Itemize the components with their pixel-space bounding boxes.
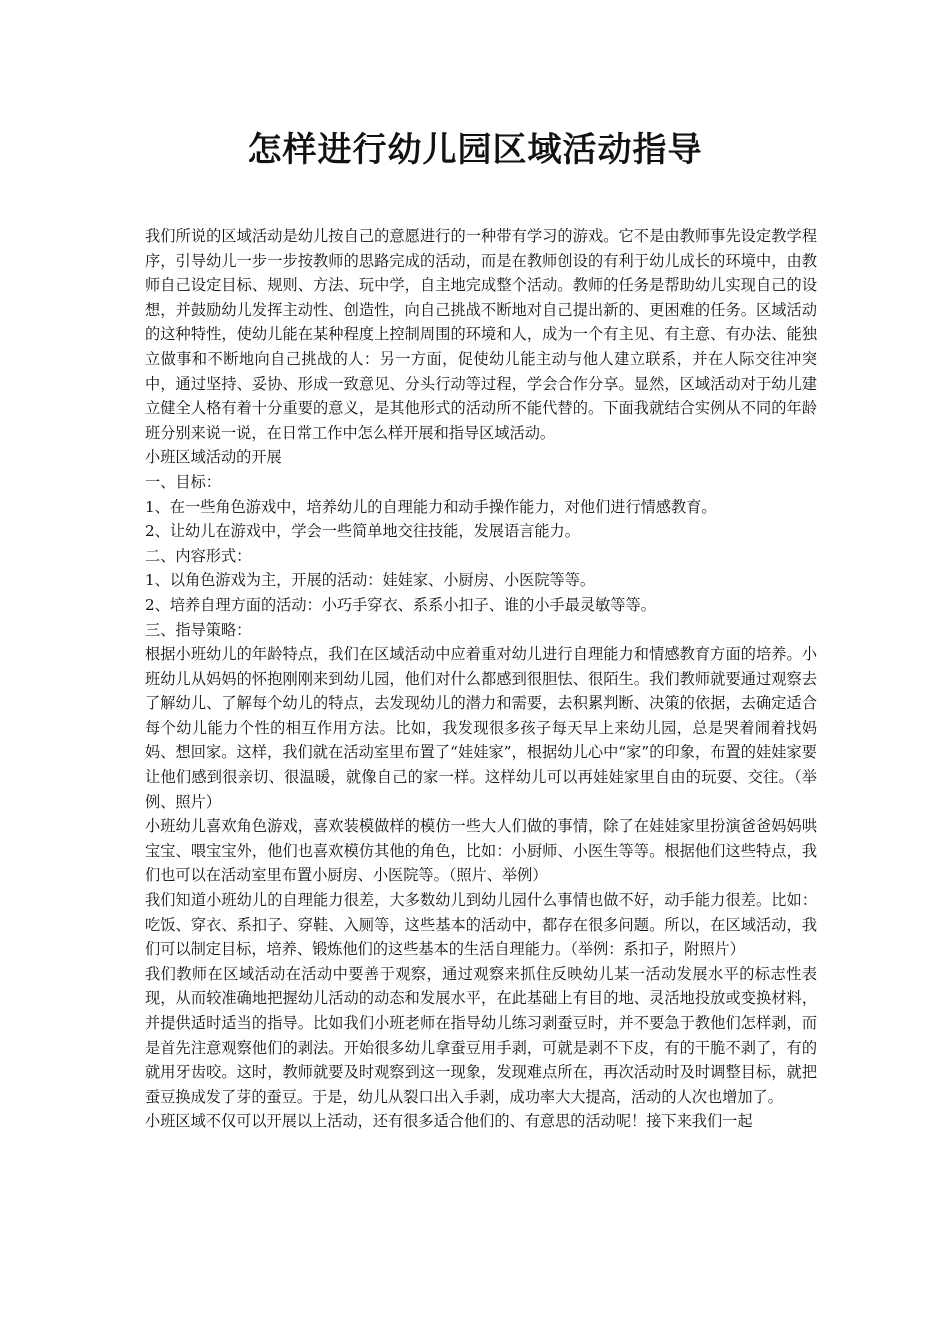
strategy-paragraph-4: 我们教师在区域活动在活动中要善于观察，通过观察来抓住反映幼儿某一活动发展水平的标志性表现，从而较准确地把握幼儿活动的动态和发展水平，在此基础上有目的地、灵活地投放或变换材料，并提供适时适当的指导。比如我们小班老师在指导幼儿练习剥蚕豆时，并不要急于教他们怎样剥，而是首先注意观察他们的剥法。开始很多幼儿拿蚕豆用手剥，可就是剥不下皮，有的干脆不剥了，有的就用牙齿咬。这时，教师就要及时观察到这一现象，发现难点所在，再次活动时及时调整目标，就把蚕豆换成发了芽的蚕豆。于是，幼儿从裂口出入手剥，成功率大大提高，活动的人次也增加了。 <box>145 964 817 1106</box>
heading-content-form: 二、内容形式： <box>145 546 252 565</box>
content-item-1: 1、以角色游戏为主，开展的活动：娃娃家、小厨房、小医院等等。 <box>145 571 596 590</box>
section-heading-small-class: 小班区域活动的开展 <box>145 448 282 467</box>
goal-item-1: 1、在一些角色游戏中，培养幼儿的自理能力和动手操作能力，对他们进行情感教育。 <box>145 497 717 516</box>
intro-paragraph: 我们所说的区域活动是幼儿按自己的意愿进行的一种带有学习的游戏。它不是由教师事先设定教学程序，引导幼儿一步一步按教师的思路完成的活动，而是在教师创设的有利于幼儿成长的环境中，由教师自己设定目标、规则、方法、玩中学，自主地完成整个活动。教师的任务是帮助幼儿实现自己的设想，并鼓励幼儿发挥主动性、创造性，向自己挑战不断地对自己提出新的、更困难的任务。区域活动的这种特性，使幼儿能在某种程度上控制周围的环境和人，成为一个有主见、有主意、有办法、能独立做事和不断地向自己挑战的人：另一方面，促使幼儿能主动与他人建立联系，并在人际交往冲突中，通过坚持、妥协、形成一致意见、分头行动等过程，学会合作分享。显然，区域活动对于幼儿建立健全人格有着十分重要的意义，是其他形式的活动所不能代替的。下面我就结合实例从不同的年龄班分别来说一说，在日常工作中怎么样开展和指导区域活动。 <box>145 227 817 442</box>
closing-paragraph: 小班区域不仅可以开展以上活动，还有很多适合他们的、有意思的活动呢！接下来我们一起 <box>145 1112 753 1131</box>
strategy-paragraph-1: 根据小班幼儿的年龄特点，我们在区域活动中应着重对幼儿进行自理能力和情感教育方面的培养。小班幼儿从妈妈的怀抱刚刚来到幼儿园，他们对什么都感到很胆怯、很陌生。我们教师就要通过观察去了解幼儿、了解每个幼儿的特点，去发现幼儿的潜力和需要，去积累判断、决策的依据，去确定适合每个幼儿能力个性的相互作用方法。比如，我发现很多孩子每天早上来幼儿园，总是哭着闹着找妈妈、想回家。这样，我们就在活动室里布置了“娃娃家”，根据幼儿心中“家”的印象，布置的娃娃家要让他们感到很亲切、很温暖，就像自己的家一样。这样幼儿可以再娃娃家里自由的玩耍、交往。（举例、照片） <box>145 645 817 811</box>
strategy-paragraph-2: 小班幼儿喜欢角色游戏，喜欢装模做样的模仿一些大人们做的事情，除了在娃娃家里扮演爸爸妈妈哄宝宝、喂宝宝外，他们也喜欢模仿其他的角色，比如：小厨师、小医生等等。根据他们这些特点，我们也可以在活动室里布置小厨房、小医院等。（照片、举例） <box>145 817 817 885</box>
strategy-paragraph-3: 我们知道小班幼儿的自理能力很差，大多数幼儿到幼儿园什么事情也做不好，动手能力很差。比如：吃饭、穿衣、系扣子、穿鞋、入厕等，这些基本的活动中，都存在很多问题。所以，在区域活动，我们可以制定目标，培养、锻炼他们的这些基本的生活自理能力。（举例：系扣子，附照片） <box>145 891 817 959</box>
heading-goals: 一、目标： <box>145 472 221 491</box>
goal-item-2: 2、让幼儿在游戏中，学会一些简单地交往技能，发展语言能力。 <box>145 522 580 541</box>
document-title: 怎样进行幼儿园区域活动指导 <box>247 130 703 170</box>
heading-guidance-strategy: 三、指导策略： <box>145 620 252 639</box>
content-item-2: 2、培养自理方面的活动：小巧手穿衣、系系小扣子、谁的小手最灵敏等等。 <box>145 595 656 614</box>
document-body <box>145 224 817 1134</box>
